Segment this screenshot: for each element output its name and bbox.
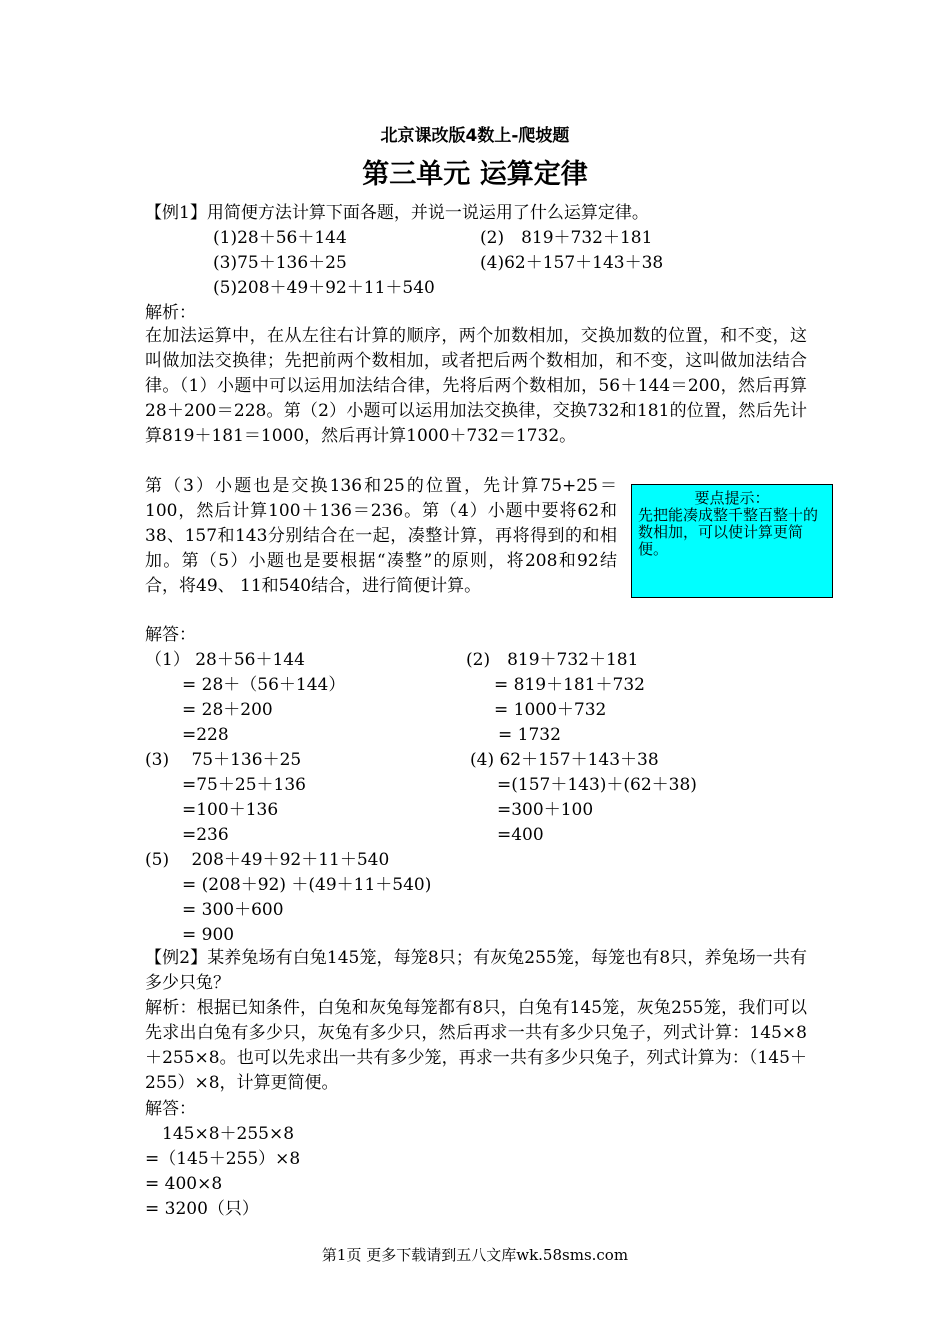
- answer2-line: = 1000＋732: [494, 700, 607, 720]
- answer-label: 解答：: [145, 625, 196, 645]
- answer5-line: = 300＋600: [182, 900, 284, 920]
- example1-q1: (1)28＋56＋144: [213, 228, 347, 248]
- answer3-line: =236: [182, 825, 229, 845]
- answer4-line: =300＋100: [497, 800, 594, 820]
- example1-q5: (5)208＋49＋92＋11＋540: [213, 278, 435, 298]
- answer4-line: =(157＋143)＋(62＋38): [497, 775, 697, 795]
- answer5-line: = 900: [182, 925, 235, 945]
- answer1-line: = 28＋（56＋144）: [182, 675, 346, 695]
- example2-analysis: 解析：根据已知条件，白兔和灰兔每笼都有8只，白兔有145笼，灰兔255笼，我们可以先求出白兔有多少只，灰兔有多少只，然后再求一共有多少只兔子，列式计算：145×8＋255×8。也可以先求出一共有多少笼，再求一共有多少只兔子，列式计算为：（145＋255）×8，计算更简便。: [145, 998, 807, 1093]
- example1-question: 【例1】用简便方法计算下面各题，并说一说运用了什么运算定律。: [145, 203, 649, 223]
- answer4-line: =400: [497, 825, 544, 845]
- answer5-line: (5) 208＋49＋92＋11＋540: [145, 850, 390, 870]
- answer3-line: (3) 75＋136＋25: [145, 750, 302, 770]
- answer3-line: =100＋136: [182, 800, 279, 820]
- page-title: 第三单元 运算定律: [362, 159, 588, 190]
- answer1-line: =228: [182, 725, 229, 745]
- answer4-line: (4) 62＋157＋143＋38: [470, 750, 659, 770]
- tip-box: [631, 484, 833, 598]
- example1-q2: (2) 819＋732＋181: [480, 228, 653, 248]
- analysis-label: 解析：: [145, 303, 196, 323]
- example2-answer-line: = 3200（只）: [145, 1199, 259, 1219]
- example2-answer-line: = 400×8: [145, 1174, 223, 1194]
- example1-q3: (3)75＋136＋25: [213, 253, 347, 273]
- answer2-line: (2) 819＋732＋181: [466, 650, 639, 670]
- answer2-line: = 1732: [498, 725, 561, 745]
- example2-answer-line: =（145＋255）×8: [145, 1149, 301, 1169]
- example2-answer-line: 145×8＋255×8: [162, 1124, 295, 1144]
- example2-question: 【例2】某养兔场有白兔145笼，每笼8只；有灰兔255笼，每笼也有8只，养兔场一共有多少只兔？: [145, 948, 807, 993]
- example1-q4: (4)62＋157＋143＋38: [480, 253, 664, 273]
- document-subtitle: 北京课改版4数上-爬坡题: [380, 126, 570, 146]
- answer5-line: = (208＋92) ＋(49＋11＋540): [182, 875, 432, 895]
- answer2-line: = 819＋181＋732: [494, 675, 645, 695]
- analysis-paragraph-2: 第（3）小题也是交换136和25的位置，先计算75+25＝100，然后计算100＋136＝236。第（4）小题中要将62和38、157和143分别结合在一起，凑整计算，再将得到的和相加。第（5）小题也是要根据“凑整”的原则，将208和92结合，将49、 11和540结合，进行简便计算。: [145, 476, 617, 596]
- analysis-paragraph-1: 在加法运算中，在从左往右计算的顺序，两个加数相加，交换加数的位置，和不变，这叫做加法交换律；先把前两个数相加，或者把后两个数相加，和不变，这叫做加法结合律。（1）小题中可以运用加法结合律，先将后两个数相加，56＋144＝200，然后再算28＋200＝228。第（2）小题可以运用加法交换律，交换732和181的位置，然后先计算819＋181＝1000，然后再计算1000＋732＝1732。: [145, 326, 807, 446]
- answer3-line: =75＋25＋136: [182, 775, 306, 795]
- page-footer: 第1页 更多下载请到五八文库wk.58sms.com: [321, 1246, 629, 1264]
- example2-answer-label: 解答：: [145, 1099, 196, 1119]
- answer1-line: （1） 28＋56＋144: [145, 650, 305, 670]
- tip-title: 要点提示：: [694, 489, 770, 507]
- answer1-line: = 28＋200: [182, 700, 273, 720]
- tip-text: 先把能凑成整千整百整十的数相加，可以使计算更简便。: [638, 506, 819, 558]
